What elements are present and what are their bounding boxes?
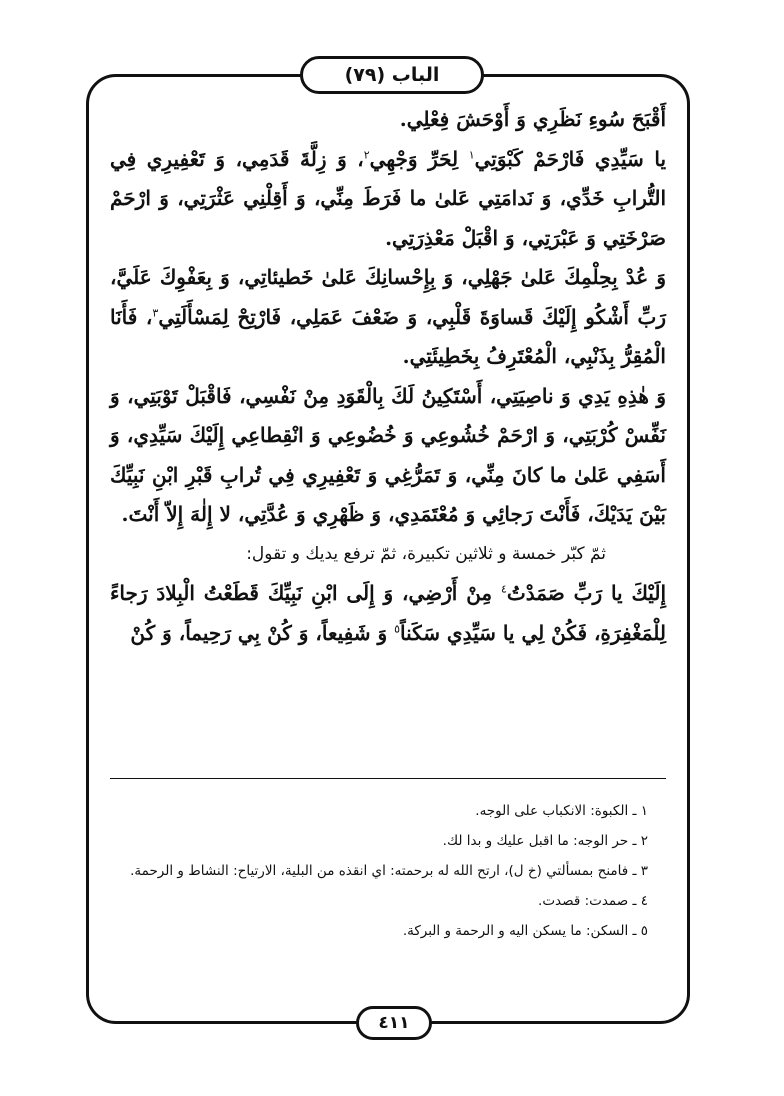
paragraph-5 <box>110 574 666 653</box>
footnotes-section <box>110 796 666 946</box>
paragraph-4 <box>110 377 666 535</box>
footnote-ref-2: ٢ <box>363 147 370 161</box>
paragraph-3-text-b: ، فَأَنَا الْمُقِرُّ بِذَنْبِي، الْمُعْتَرِفُ بِخَطِيئَتِي. <box>110 304 666 368</box>
page-number: ٤١١ <box>378 1013 410 1033</box>
paragraph-2-text-b: لِحَرِّ وَجْهِي <box>369 146 469 171</box>
footnote-ref-3: ٣ <box>152 305 159 319</box>
instruction-line <box>110 535 666 575</box>
instruction-text: ثمّ كبّر خمسة و ثلاثين تكبيرة، ثمّ ترفع يديك و تقول: <box>246 543 606 564</box>
paragraph-1-text: أَقْبَحَ سُوءِ نَظَرِي وَ أَوْحَشَ فِعْلِي. <box>399 107 666 131</box>
paragraph-3 <box>110 258 666 377</box>
footnote-3: ٣ ـ فامنح بمسألتي (خ ل)، ارتح الله له برحمته: اي انقذه من البلية، الارتياح: النشاط و الرحمة. <box>130 863 648 879</box>
page-number-badge <box>356 1006 432 1040</box>
footnote-5: ٥ ـ السكن: ما يسكن اليه و الرحمة و البركة. <box>402 923 648 939</box>
footnote-2: ٢ ـ حر الوجه: ما اقبل عليك و بدا لك. <box>442 833 648 849</box>
footnote-4: ٤ ـ صمدت: قصدت. <box>538 893 648 909</box>
chapter-title-badge <box>300 56 484 94</box>
main-text-body <box>110 100 666 653</box>
footnote-1: ١ ـ الكبوة: الانكباب على الوجه. <box>475 803 648 819</box>
paragraph-4-text: وَ هٰذِهِ يَدِي وَ ناصِيَتِي، أَسْتَكِينُ لَكَ بِالْقَوَدِ مِنْ نَفْسِي، فَاقْبَلْ تَوْبَتِي، وَ نَفِّسْ كُرْبَتِي، وَ ارْحَمْ خُشُوعِي وَ خُضُوعِي وَ انْقِطاعِي إِلَيْكَ سَيِّدِي، وَ أَسَفِي عَلىٰ ما كانَ مِنِّي، وَ تَمَرُّغِي وَ تَعْفِيرِي فِي تُرابِ قَبْرِ ابْنِ نَبِيِّكَ بَيْنَ يَدَيْكَ، فَأَنْتَ رَجائِي وَ مُعْتَمَدِي، وَ ظَهْرِي وَ عُدَّتِي، لا إِلٰهَ إِلاّ أَنْتَ. <box>110 383 666 526</box>
paragraph-1 <box>110 100 666 140</box>
footnote-ref-4: ٤ <box>500 582 507 596</box>
paragraph-2-text-a: يا سَيِّدِي فَارْحَمْ كَبْوَتِي <box>474 146 667 171</box>
footnote-ref-5: ٥ <box>394 621 401 635</box>
paragraph-2-text-c: ، وَ زِلَّةَ قَدَمِي، وَ تَعْفِيرِي فِي التُّرابِ خَدِّي، وَ نَدامَتِي عَلىٰ ما فَرَطَ مِنِّي، وَ أَقِلْنِي عَثْرَتِي، وَ ارْحَمْ صَرْخَتِي وَ عَبْرَتِي، وَ اقْبَلْ مَعْذِرَتِي. <box>110 146 666 250</box>
paragraph-2 <box>110 140 666 259</box>
paragraph-3-text-a: وَ عُدْ بِحِلْمِكَ عَلىٰ جَهْلِي، وَ بِإِحْسانِكَ عَلىٰ خَطيئاتِي، وَ بِعَفْوِكَ عَلَيَّ، رَبِّ أَشْكُو إِلَيْكَ قَساوَةَ قَلْبِي، وَ ضَعْفَ عَمَلِي، فَارْتِحْ لِمَسْأَلَتِي <box>110 265 666 329</box>
footnote-ref-1: ١ <box>468 147 475 161</box>
footnote-divider <box>110 778 666 779</box>
paragraph-5-text-c: وَ شَفِيعاً، وَ كُنْ بِي رَحِيماً، وَ كُنْ <box>130 620 395 645</box>
paragraph-5-text-a: إِلَيْكَ يا رَبِّ صَمَدْتُ <box>506 581 666 605</box>
chapter-title: الباب (٧٩) <box>344 64 440 86</box>
paragraph-5-text-b: مِنْ أَرْضِي، وَ إِلَى ابْنِ نَبِيِّكَ قَطَعْتُ الْبِلادَ رَجاءً لِلْمَغْفِرَةِ، فَكُنْ لِي يا سَيِّدِي سَكَناً <box>110 581 666 645</box>
